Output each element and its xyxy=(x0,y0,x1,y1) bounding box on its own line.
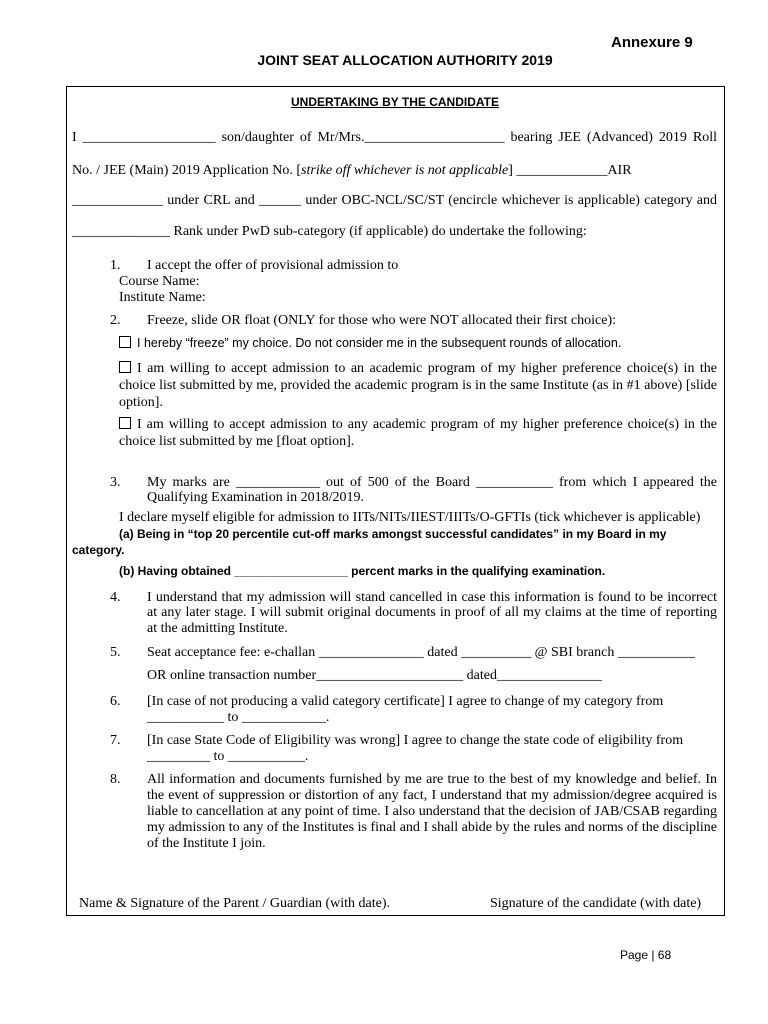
intro-line-2 xyxy=(72,163,717,179)
slide-option-line-2: choice list submitted by me, provided the academic program is in the same Institute (as in #1 above) [slide xyxy=(119,378,717,393)
document-title: JOINT SEAT ALLOCATION AUTHORITY 2019 xyxy=(257,52,553,68)
candidate-signature-label: Signature of the candidate (with date) xyxy=(490,896,702,911)
freeze-checkbox[interactable] xyxy=(119,336,131,348)
item-8-line-4: my admission to any of the Institutes is final and I shall abide by the rules and norms of the discipline xyxy=(147,820,717,835)
slide-option-line-1 xyxy=(119,361,717,378)
item-8-line-2: the event of suppression or distortion of any fact, I understand that my admission/degree acquired is xyxy=(147,788,717,803)
item-number-1: 1. xyxy=(110,258,121,273)
float-checkbox[interactable] xyxy=(119,417,131,429)
item-number-8: 8. xyxy=(110,772,121,787)
item-8-line-5: of the Institute I join. xyxy=(147,836,266,851)
item-5-line-1: Seat acceptance fee: e-challan _______________ dated __________ @ SBI branch ___________ xyxy=(147,645,695,660)
item-7-line-1: [In case State Code of Eligibility was wrong] I agree to change the state code of eligibility from xyxy=(147,733,684,748)
item-7-line-2: _________ to ___________. xyxy=(147,749,309,764)
slide-option-line-3: option]. xyxy=(119,395,163,410)
item-2-text: Freeze, slide OR float (ONLY for those who were NOT allocated their first choice): xyxy=(147,313,616,328)
eligibility-option-a-line-1: (a) Being in “top 20 percentile cut-off marks amongst successful candidates” in my Board in my xyxy=(119,527,667,541)
float-option-text-1: I am willing to accept admission to any academic program of my higher preference choice(s) in the xyxy=(137,417,717,432)
course-name-label: Course Name: xyxy=(119,274,200,289)
freeze-option-text: I hereby “freeze” my choice. Do not consider me in the subsequent rounds of allocation. xyxy=(137,336,622,350)
freeze-option xyxy=(119,336,621,350)
item-3-line-2: Qualifying Examination in 2018/2019. xyxy=(147,490,364,505)
undertaking-title: UNDERTAKING BY THE CANDIDATE xyxy=(290,95,499,109)
item-4-line-1: I understand that my admission will stand cancelled in case this information is found to be incorrect xyxy=(147,590,717,605)
page-number: Page | 68 xyxy=(620,948,672,962)
intro-line-4: ______________ Rank under PwD sub-category (if applicable) do undertake the following: xyxy=(72,224,587,239)
item-number-6: 6. xyxy=(110,694,121,709)
intro-line-2-italic: strike off whichever is not applicable xyxy=(301,163,509,178)
item-number-7: 7. xyxy=(110,733,121,748)
slide-option-text-1: I am willing to accept admission to an academic program of my higher preference choice(s) in the xyxy=(137,361,717,376)
item-5-line-2: OR online transaction number_____________________ dated_______________ xyxy=(147,668,602,683)
annexure-label: Annexure 9 xyxy=(611,34,693,51)
item-number-3: 3. xyxy=(110,475,121,490)
item-8-line-1: All information and documents furnished by me are true to the best of my knowledge and belief. In xyxy=(147,772,717,787)
item-number-5: 5. xyxy=(110,645,121,660)
item-8-line-3: liable to cancellation at any point of time. I also understand that the decision of JAB/CSAB regarding xyxy=(147,804,717,819)
slide-checkbox[interactable] xyxy=(119,361,131,373)
parent-signature-label: Name & Signature of the Parent / Guardian (with date). xyxy=(79,896,391,911)
intro-line-2b: ] _____________AIR xyxy=(508,163,632,178)
item-4-line-3: at the admitting Institute. xyxy=(147,621,288,636)
item-6-line-1: [In case of not producing a valid category certificate] I agree to change of my category from xyxy=(147,694,664,709)
intro-line-1: I ___________________ son/daughter of Mr/Mrs.____________________ bearing JEE (Advanced) 2019 Roll xyxy=(72,130,717,145)
item-4-line-2: at any later stage. I will submit original documents in proof of all my claims at the time of reporting xyxy=(147,605,717,620)
intro-line-2a: No. / JEE (Main) 2019 Application No. [ xyxy=(72,163,302,178)
institute-name-label: Institute Name: xyxy=(119,290,206,305)
item-6-line-2: ___________ to ____________. xyxy=(147,710,330,725)
item-number-2: 2. xyxy=(110,313,121,328)
float-option-line-1 xyxy=(119,417,717,434)
eligibility-option-b: (b) Having obtained _________________ percent marks in the qualifying examination. xyxy=(119,564,606,578)
item-number-4: 4. xyxy=(110,590,121,605)
eligibility-option-a-line-2: category. xyxy=(72,543,125,557)
intro-line-3: _____________ under CRL and ______ under OBC-NCL/SC/ST (encircle whichever is applicable) category and xyxy=(72,193,717,208)
item-3-line-1: My marks are ____________ out of 500 of the Board ___________ from which I appeared the xyxy=(147,475,717,490)
float-option-line-2: choice list submitted by me [float option]. xyxy=(119,434,355,449)
item-1-text: I accept the offer of provisional admission to xyxy=(147,258,399,273)
eligibility-declaration: I declare myself eligible for admission to IITs/NITs/IIEST/IIITs/O-GFTIs (tick whichever is applicable) xyxy=(119,510,701,525)
